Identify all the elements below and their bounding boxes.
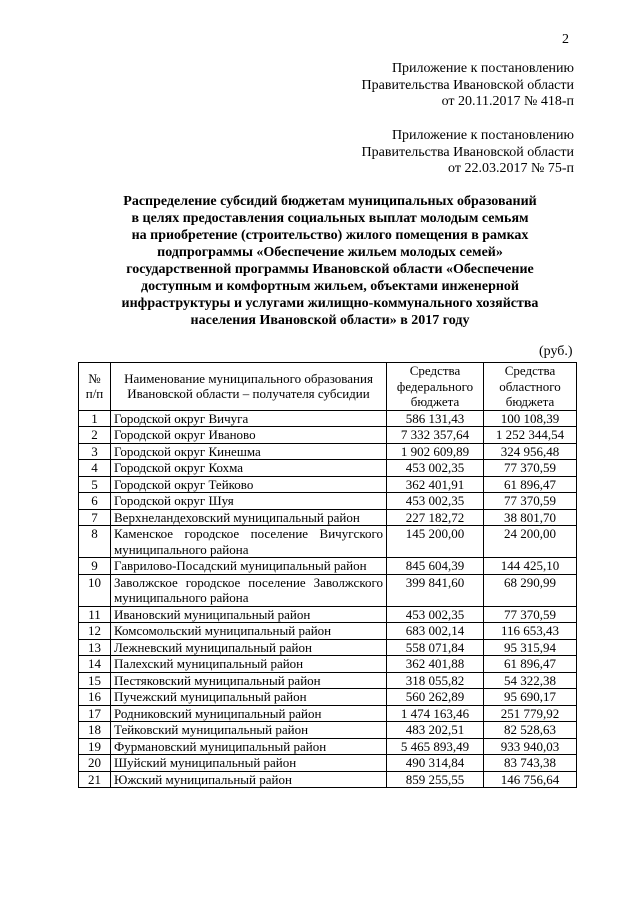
subsidy-table bbox=[78, 362, 577, 788]
municipality-name: Заволжское городское поселение Заволжского муниципального района bbox=[111, 574, 387, 606]
document-title bbox=[95, 193, 565, 329]
federal-amount: 227 182,72 bbox=[387, 509, 484, 526]
row-number: 2 bbox=[79, 427, 111, 444]
currency-unit: (руб.) bbox=[539, 344, 573, 359]
regional-amount: 54 322,38 bbox=[484, 672, 577, 689]
row-number: 5 bbox=[79, 476, 111, 493]
municipality-name: Городской округ Шуя bbox=[111, 493, 387, 510]
appendix-reference-2017-75 bbox=[362, 128, 574, 178]
municipality-name: Городской округ Кохма bbox=[111, 460, 387, 477]
row-number: 14 bbox=[79, 656, 111, 673]
regional-amount: 68 290,99 bbox=[484, 574, 577, 606]
regional-amount: 146 756,64 bbox=[484, 771, 577, 788]
federal-amount: 558 071,84 bbox=[387, 639, 484, 656]
municipality-name: Южский муниципальный район bbox=[111, 771, 387, 788]
federal-amount: 586 131,43 bbox=[387, 410, 484, 427]
municipality-name: Городской округ Тейково bbox=[111, 476, 387, 493]
table-row bbox=[79, 755, 577, 772]
municipality-name: Городской округ Кинешма bbox=[111, 443, 387, 460]
municipality-name: Городской округ Вичуга bbox=[111, 410, 387, 427]
title-line: подпрограммы «Обеспечение жильем молодых семей» bbox=[157, 245, 503, 260]
row-number: 4 bbox=[79, 460, 111, 477]
federal-amount: 859 255,55 bbox=[387, 771, 484, 788]
municipality-name: Городской округ Иваново bbox=[111, 427, 387, 444]
municipality-name: Шуйский муниципальный район bbox=[111, 755, 387, 772]
municipality-name: Фурмановский муниципальный район bbox=[111, 738, 387, 755]
table-row bbox=[79, 427, 577, 444]
municipality-name: Комсомольский муниципальный район bbox=[111, 623, 387, 640]
municipality-name: Пучежский муниципальный район bbox=[111, 689, 387, 706]
row-number: 6 bbox=[79, 493, 111, 510]
regional-amount: 38 801,70 bbox=[484, 509, 577, 526]
federal-amount: 318 055,82 bbox=[387, 672, 484, 689]
row-number: 10 bbox=[79, 574, 111, 606]
municipality-name: Гаврилово-Посадский муниципальный район bbox=[111, 558, 387, 575]
federal-amount: 490 314,84 bbox=[387, 755, 484, 772]
title-line: в целях предоставления социальных выплат молодым семьям bbox=[131, 211, 529, 226]
appendix-reference-2017-418 bbox=[362, 61, 574, 111]
table-row bbox=[79, 526, 577, 558]
header-regional-funds: Средства областного бюджета bbox=[484, 363, 577, 411]
row-number: 1 bbox=[79, 410, 111, 427]
row-number: 12 bbox=[79, 623, 111, 640]
regional-amount: 82 528,63 bbox=[484, 722, 577, 739]
table-row bbox=[79, 476, 577, 493]
regional-amount: 100 108,39 bbox=[484, 410, 577, 427]
table-row bbox=[79, 558, 577, 575]
page-number: 2 bbox=[562, 32, 569, 47]
table-row bbox=[79, 639, 577, 656]
table-row bbox=[79, 738, 577, 755]
regional-amount: 61 896,47 bbox=[484, 656, 577, 673]
federal-amount: 7 332 357,64 bbox=[387, 427, 484, 444]
row-number: 21 bbox=[79, 771, 111, 788]
federal-amount: 483 202,51 bbox=[387, 722, 484, 739]
federal-amount: 453 002,35 bbox=[387, 460, 484, 477]
row-number: 15 bbox=[79, 672, 111, 689]
row-number: 16 bbox=[79, 689, 111, 706]
header-municipality: Наименование муниципального образования Ивановской области – получателя субсидии bbox=[111, 363, 387, 411]
table-row bbox=[79, 689, 577, 706]
table-row bbox=[79, 606, 577, 623]
table-row bbox=[79, 771, 577, 788]
regional-amount: 24 200,00 bbox=[484, 526, 577, 558]
municipality-name: Ивановский муниципальный район bbox=[111, 606, 387, 623]
regional-amount: 77 370,59 bbox=[484, 606, 577, 623]
federal-amount: 362 401,91 bbox=[387, 476, 484, 493]
table-row bbox=[79, 493, 577, 510]
federal-amount: 845 604,39 bbox=[387, 558, 484, 575]
federal-amount: 399 841,60 bbox=[387, 574, 484, 606]
table-row bbox=[79, 623, 577, 640]
regional-amount: 144 425,10 bbox=[484, 558, 577, 575]
municipality-name: Пестяковский муниципальный район bbox=[111, 672, 387, 689]
regional-amount: 251 779,92 bbox=[484, 705, 577, 722]
row-number: 7 bbox=[79, 509, 111, 526]
federal-amount: 1 902 609,89 bbox=[387, 443, 484, 460]
table-header-row bbox=[79, 363, 577, 411]
header-number: № п/п bbox=[79, 363, 111, 411]
row-number: 11 bbox=[79, 606, 111, 623]
title-line: доступным и комфортным жильем, объектами инженерной bbox=[141, 279, 519, 294]
table-row bbox=[79, 705, 577, 722]
appendix-line: Правительства Ивановской области bbox=[361, 77, 574, 93]
title-line: населения Ивановской области» в 2017 году bbox=[190, 313, 470, 328]
row-number: 13 bbox=[79, 639, 111, 656]
federal-amount: 683 002,14 bbox=[387, 623, 484, 640]
federal-amount: 453 002,35 bbox=[387, 606, 484, 623]
regional-amount: 95 315,94 bbox=[484, 639, 577, 656]
federal-amount: 453 002,35 bbox=[387, 493, 484, 510]
regional-amount: 116 653,43 bbox=[484, 623, 577, 640]
municipality-name: Палехский муниципальный район bbox=[111, 656, 387, 673]
table-row bbox=[79, 722, 577, 739]
regional-amount: 933 940,03 bbox=[484, 738, 577, 755]
municipality-name: Родниковский муниципальный район bbox=[111, 705, 387, 722]
appendix-line: Приложение к постановлению bbox=[391, 61, 574, 76]
municipality-name: Каменское городское поселение Вичугского муниципального района bbox=[111, 526, 387, 558]
regional-amount: 77 370,59 bbox=[484, 493, 577, 510]
table-row bbox=[79, 410, 577, 427]
regional-amount: 324 956,48 bbox=[484, 443, 577, 460]
federal-amount: 145 200,00 bbox=[387, 526, 484, 558]
table-body bbox=[79, 410, 577, 788]
table-row bbox=[79, 443, 577, 460]
title-line: на приобретение (строительство) жилого помещения в рамках bbox=[131, 228, 529, 243]
row-number: 9 bbox=[79, 558, 111, 575]
title-line: инфраструктуры и услугами жилищно-коммунального хозяйства bbox=[121, 296, 539, 311]
row-number: 17 bbox=[79, 705, 111, 722]
municipality-name: Тейковский муниципальный район bbox=[111, 722, 387, 739]
federal-amount: 362 401,88 bbox=[387, 656, 484, 673]
table-row bbox=[79, 672, 577, 689]
table-row bbox=[79, 656, 577, 673]
row-number: 3 bbox=[79, 443, 111, 460]
federal-amount: 1 474 163,46 bbox=[387, 705, 484, 722]
table-row bbox=[79, 460, 577, 477]
municipality-name: Верхнеландеховский муниципальный район bbox=[111, 509, 387, 526]
table-row bbox=[79, 509, 577, 526]
header-federal-funds: Средства федерального бюджета bbox=[387, 363, 484, 411]
regional-amount: 61 896,47 bbox=[484, 476, 577, 493]
federal-amount: 5 465 893,49 bbox=[387, 738, 484, 755]
appendix-line: от 20.11.2017 № 418-п bbox=[441, 94, 574, 109]
row-number: 19 bbox=[79, 738, 111, 755]
federal-amount: 560 262,89 bbox=[387, 689, 484, 706]
regional-amount: 1 252 344,54 bbox=[484, 427, 577, 444]
regional-amount: 95 690,17 bbox=[484, 689, 577, 706]
regional-amount: 83 743,38 bbox=[484, 755, 577, 772]
regional-amount: 77 370,59 bbox=[484, 460, 577, 477]
municipality-name: Лежневский муниципальный район bbox=[111, 639, 387, 656]
appendix-line: от 22.03.2017 № 75-п bbox=[448, 161, 574, 176]
appendix-line: Правительства Ивановской области bbox=[361, 144, 574, 160]
title-line: государственной программы Ивановской области «Обеспечение bbox=[126, 262, 534, 277]
title-line: Распределение субсидий бюджетам муниципальных образований bbox=[123, 194, 537, 209]
table-row bbox=[79, 574, 577, 606]
row-number: 8 bbox=[79, 526, 111, 558]
row-number: 18 bbox=[79, 722, 111, 739]
appendix-line: Приложение к постановлению bbox=[391, 128, 574, 143]
row-number: 20 bbox=[79, 755, 111, 772]
